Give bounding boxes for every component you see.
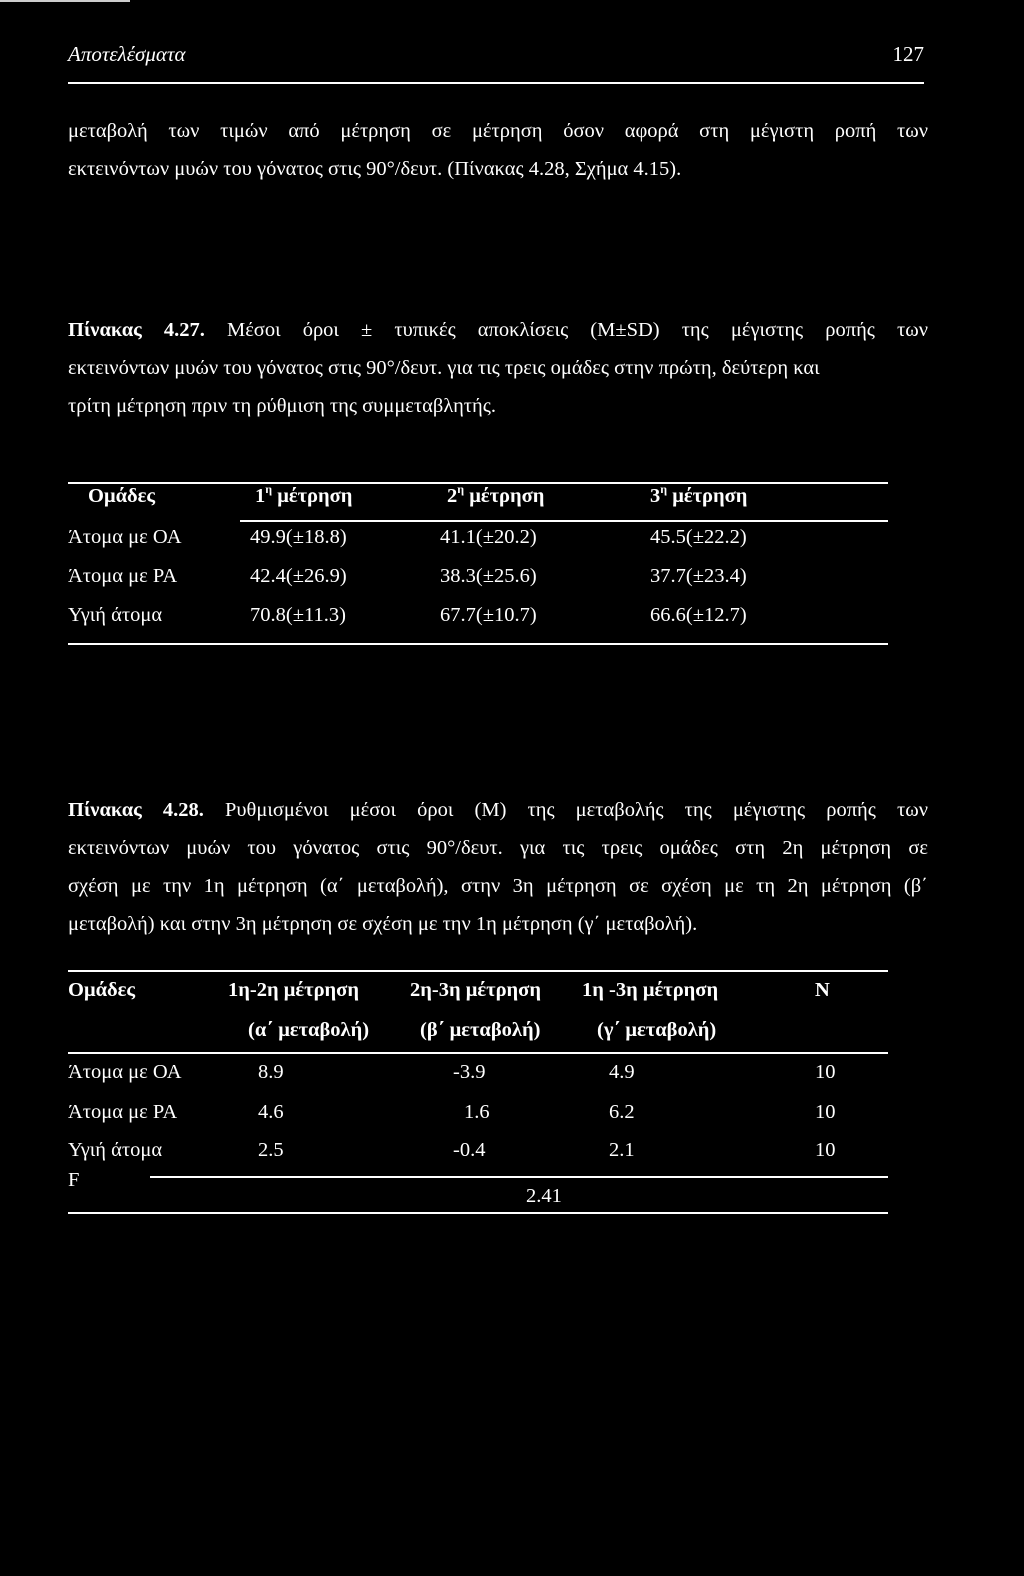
table1-cell: 45.5(±22.2) [650,526,747,548]
table2-subheader-c: (γ΄ μεταβολή) [597,1019,717,1041]
table1-caption-line-3: τρίτη μέτρηση πριν τη ρύθμιση της συμμεταβλητής. [68,395,497,417]
table2-row-label: Άτομα με ΡΑ [68,1101,178,1123]
table2-cell: 10 [815,1139,836,1161]
table2-caption [68,791,928,943]
table2-caption-line-3: σχέση με την 1η μέτρηση (α΄ μεταβολή), στην 3η μέτρηση σε σχέση με τη 2η μέτρηση (β΄ [68,875,928,897]
table2-subheader-a: (α΄ μεταβολή) [248,1019,370,1041]
table1-cell: 49.9(±18.8) [250,526,347,548]
table1-header-m3: $3^\eta$ μέτρηση [650,482,748,507]
table1-row-label: Υγιή άτομα [68,604,163,626]
table1-caption-text-1: Μέσοι όροι ± τυπικές αποκλίσεις (M±SD) της μέγιστης ροπής των [226,319,928,341]
table2-caption-text-1: Ρυθμισμένοι μέσοι όροι (Μ) της μεταβολής της μέγιστης ροπής των [225,799,928,821]
table1-caption [68,311,928,425]
header-rule [68,82,924,84]
table2-subheader-b: (β΄ μεταβολή) [420,1019,541,1041]
table1-caption-line-1 [68,311,928,349]
table2-caption-line-2: εκτεινόντων μυών του γόνατος στις 90°/δευτ. για τις τρεις ομάδες στη 2η μέτρηση σε [68,837,928,859]
table2-f-label: F [68,1169,80,1191]
table2-caption-line-1 [68,791,928,829]
table2-cell: 6.2 [609,1101,635,1123]
table2-cell: -3.9 [453,1061,486,1083]
intro-line-2: εκτεινόντων μυών του γόνατος στις 90°/δευτ. (Πίνακας 4.28, Σχήμα 4.15). [68,158,682,180]
table2-header-change-a: 1η-2η μέτρηση [228,979,359,1001]
table2-cell: 4.9 [609,1061,635,1083]
table1-cell: 70.8(±11.3) [250,604,346,626]
table1-header-m2: $2^\eta$ μέτρηση [447,482,545,507]
table2-bottom-rule [68,1212,888,1214]
top-edge-line [0,0,130,2]
table1-bottom-rule [68,643,888,645]
table1-caption-line-2: εκτεινόντων μυών του γόνατος στις 90°/δευτ. για τις τρεις ομάδες στην πρώτη, δεύτερη και [68,357,820,379]
table2-row-label: Υγιή άτομα [68,1139,163,1161]
table1-row-label: Άτομα με ΟΑ [68,526,182,548]
table2-f-value: 2.41 [526,1185,562,1207]
table2-cell: 4.6 [258,1101,284,1123]
table1-header-m1: $1^\eta$ μέτρηση [255,482,353,507]
table2-header-groups: Ομάδες [68,979,136,1001]
table1-cell: 42.4(±26.9) [250,565,347,587]
table2-header-change-b: 2η-3η μέτρηση [410,979,541,1001]
table1-cell: 66.6(±12.7) [650,604,747,626]
table1-cell: 41.1(±20.2) [440,526,537,548]
table1-cell: 67.7(±10.7) [440,604,537,626]
table2-caption-label: Πίνακας 4.28. [68,799,204,821]
table2-cell: 8.9 [258,1061,284,1083]
table1-header-groups: Ομάδες [88,485,156,507]
table2-row-label: Άτομα με ΟΑ [68,1061,182,1083]
table2-cell: 10 [815,1061,836,1083]
table2-f-rule [150,1176,888,1178]
intro-line-1: μεταβολή των τιμών από μέτρηση σε μέτρηση όσον αφορά στη μέγιστη ροπή των [68,120,928,142]
table1-cell: 38.3(±25.6) [440,565,537,587]
table2-cell: 2.1 [609,1139,635,1161]
table2-cell: 2.5 [258,1139,284,1161]
table2-caption-line-4: μεταβολή) και στην 3η μέτρηση σε σχέση με την 1η μέτρηση (γ΄ μεταβολή). [68,913,698,935]
table1-row-label: Άτομα με ΡΑ [68,565,178,587]
page-number: 127 [892,42,924,66]
table1-caption-label: Πίνακας 4.27. [68,319,205,341]
table2-cell: -0.4 [453,1139,486,1161]
table1-header-rule [240,520,888,522]
page-header [68,42,924,76]
table2-header-change-c: 1η -3η μέτρηση [582,979,719,1001]
intro-paragraph [68,112,928,188]
table1-cell: 37.7(±23.4) [650,565,747,587]
table2-cell: 1.6 [464,1101,490,1123]
section-title: Αποτελέσματα [68,42,186,66]
table2-cell: 10 [815,1101,836,1123]
table2-header-n: N [815,979,830,1001]
table2-top-rule [68,970,888,972]
table2-header-rule [68,1052,888,1054]
